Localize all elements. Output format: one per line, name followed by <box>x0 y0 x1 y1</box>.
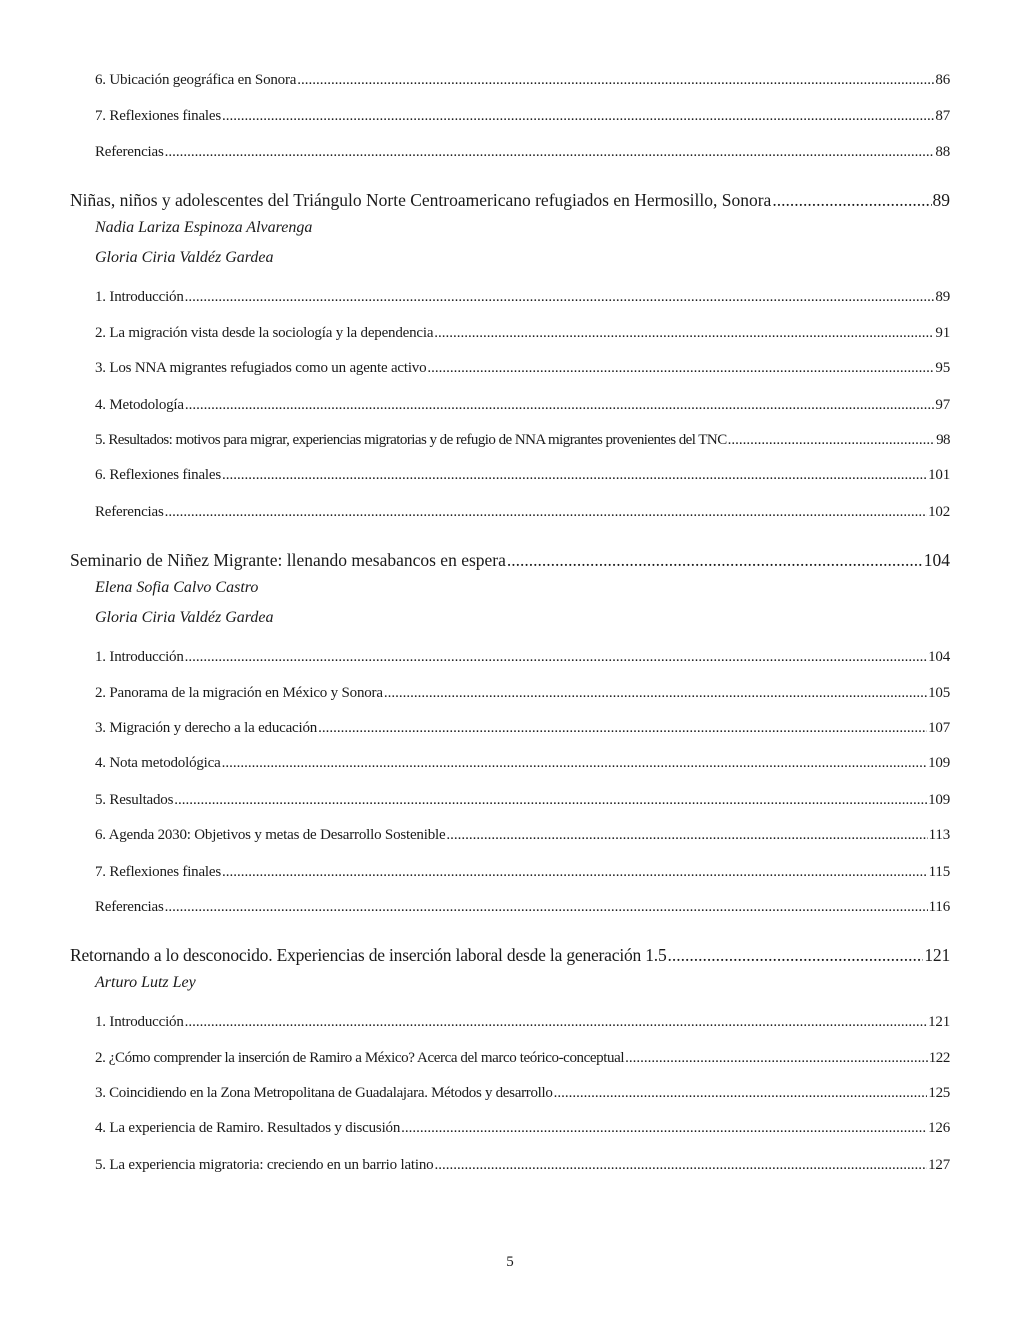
toc-entry-page: 107 <box>928 720 950 736</box>
toc-entry[interactable] <box>95 899 950 916</box>
toc-entry-title: 6. Reflexiones finales <box>95 467 221 483</box>
toc-entry-page: 122 <box>928 1050 950 1066</box>
toc-entry[interactable] <box>95 1120 950 1137</box>
toc-entry[interactable] <box>95 1157 950 1174</box>
leader-dots <box>222 864 928 881</box>
chapter-page: 89 <box>932 190 950 210</box>
leader-dots <box>401 1120 927 1137</box>
toc-entry-title: 6. Agenda 2030: Objetivos y metas de Desarrollo Sostenible <box>95 827 446 843</box>
toc-entry-title: 3. Migración y derecho a la educación <box>95 720 318 736</box>
toc-entry-page: 115 <box>928 864 950 880</box>
toc-entry[interactable] <box>95 144 950 161</box>
toc-entry-page: 102 <box>928 504 950 520</box>
leader-dots <box>434 325 934 342</box>
leader-dots <box>772 190 931 211</box>
leader-dots <box>165 504 928 521</box>
leader-dots <box>446 827 927 844</box>
toc-entry-title: 1. Introducción <box>95 1014 184 1030</box>
toc-entry-title: 6. Ubicación geográfica en Sonora <box>95 72 297 88</box>
page-number: 5 <box>506 1254 514 1270</box>
leader-dots <box>434 1157 927 1174</box>
leader-dots <box>728 432 935 449</box>
leader-dots <box>507 550 923 571</box>
toc-entry-page: 101 <box>928 467 950 483</box>
chapter-author: Gloria Ciria Valdéz Gardea <box>95 249 274 266</box>
toc-entry-title: 5. La experiencia migratoria: creciendo en un barrio latino <box>95 1157 434 1173</box>
chapter-title: Seminario de Niñez Migrante: llenando mesabancos en espera <box>70 550 506 570</box>
toc-entry-page: 126 <box>928 1120 950 1136</box>
toc-entry-page: 86 <box>935 72 950 88</box>
toc-entry[interactable] <box>95 325 950 342</box>
toc-entry[interactable] <box>95 864 950 881</box>
toc-entry-page: 87 <box>935 108 950 124</box>
toc-entry[interactable] <box>95 289 950 306</box>
toc-entry-title: 2. La migración vista desde la sociología y la dependencia <box>95 325 434 341</box>
leader-dots <box>165 899 928 916</box>
toc-entry-title: 4. Metodología <box>95 397 184 413</box>
chapter-page: 121 <box>924 945 950 965</box>
toc-entry[interactable] <box>95 720 950 737</box>
chapter-author: Arturo Lutz Ley <box>95 974 196 991</box>
toc-chapter[interactable] <box>70 190 950 211</box>
toc-entry[interactable] <box>95 397 950 414</box>
leader-dots <box>185 289 935 306</box>
leader-dots <box>427 360 934 377</box>
toc-entry[interactable] <box>95 360 950 377</box>
toc-entry-page: 127 <box>928 1157 950 1173</box>
chapter-page: 104 <box>923 550 950 570</box>
toc-entry-page: 97 <box>935 397 950 413</box>
leader-dots <box>384 685 927 702</box>
toc-entry-title: 1. Introducción <box>95 289 184 305</box>
toc-entry-page: 105 <box>928 685 950 701</box>
chapter-author: Gloria Ciria Valdéz Gardea <box>95 609 274 626</box>
leader-dots <box>222 755 928 772</box>
leader-dots <box>185 1014 927 1031</box>
toc-entry-title: 3. Coincidiendo en la Zona Metropolitana de Guadalajara. Métodos y desarrollo <box>95 1085 553 1101</box>
toc-entry[interactable] <box>95 827 950 844</box>
leader-dots <box>668 945 924 966</box>
toc-entry[interactable] <box>95 504 950 521</box>
toc-entry-title: Referencias <box>95 144 164 160</box>
leader-dots <box>165 144 935 161</box>
leader-dots <box>318 720 927 737</box>
toc-entry-page: 109 <box>928 755 950 771</box>
toc-entry-page: 121 <box>928 1014 950 1030</box>
toc-entry-title: 5. Resultados: motivos para migrar, experiencias migratorias y de refugio de NNA migrantes provenientes del TNC <box>95 432 727 448</box>
toc-entry-title: Referencias <box>95 504 164 520</box>
toc-entry-title: Referencias <box>95 899 164 915</box>
toc-chapter[interactable] <box>70 945 950 966</box>
toc-entry-title: 5. Resultados <box>95 792 174 808</box>
toc-entry[interactable] <box>95 1014 950 1031</box>
chapter-title: Niñas, niños y adolescentes del Triángulo Norte Centroamericano refugiados en Hermosillo, Sonora <box>70 190 772 210</box>
toc-entry[interactable] <box>95 792 950 809</box>
toc-entry[interactable] <box>95 108 950 125</box>
toc-entry-title: 7. Reflexiones finales <box>95 108 221 124</box>
toc-entry-page: 125 <box>928 1085 950 1101</box>
toc-entry-page: 95 <box>935 360 950 376</box>
leader-dots <box>185 397 935 414</box>
toc-entry-title: 7. Reflexiones finales <box>95 864 221 880</box>
toc-entry-page: 89 <box>935 289 950 305</box>
leader-dots <box>222 108 934 125</box>
toc-entry[interactable] <box>95 1085 950 1102</box>
toc-entry-title: 2. Panorama de la migración en México y Sonora <box>95 685 383 701</box>
toc-entry-page: 91 <box>935 325 950 341</box>
chapter-author: Nadia Lariza Espinoza Alvarenga <box>95 219 313 236</box>
leader-dots <box>174 792 927 809</box>
toc-entry-page: 109 <box>928 792 950 808</box>
toc-entry-title: 2. ¿Cómo comprender la inserción de Ramiro a México? Acerca del marco teórico-conceptual <box>95 1050 625 1066</box>
toc-entry[interactable] <box>95 755 950 772</box>
chapter-author: Elena Sofia Calvo Castro <box>95 579 259 596</box>
toc-entry-page: 88 <box>935 144 950 160</box>
leader-dots <box>185 649 927 666</box>
toc-entry-title: 3. Los NNA migrantes refugiados como un agente activo <box>95 360 427 376</box>
toc-entry-title: 4. Nota metodológica <box>95 755 221 771</box>
leader-dots <box>625 1050 928 1067</box>
leader-dots <box>297 72 934 89</box>
toc-entry[interactable] <box>95 685 950 702</box>
toc-chapter[interactable] <box>70 550 950 571</box>
leader-dots <box>554 1085 928 1102</box>
toc-entry[interactable] <box>95 1050 950 1067</box>
chapter-title: Retornando a lo desconocido. Experiencias de inserción laboral desde la generación 1.5 <box>70 945 667 965</box>
toc-entry-page: 98 <box>936 432 950 448</box>
toc-entry-title: 1. Introducción <box>95 649 184 665</box>
toc-entry-page: 116 <box>928 899 950 915</box>
toc-entry[interactable] <box>95 649 950 666</box>
toc-entry-title: 4. La experiencia de Ramiro. Resultados y discusión <box>95 1120 401 1136</box>
toc-entry-page: 113 <box>928 827 950 843</box>
toc-entry[interactable] <box>95 432 950 449</box>
toc-entry[interactable] <box>95 467 950 484</box>
leader-dots <box>222 467 927 484</box>
toc-entry[interactable] <box>95 72 950 89</box>
toc-entry-page: 104 <box>928 649 950 665</box>
